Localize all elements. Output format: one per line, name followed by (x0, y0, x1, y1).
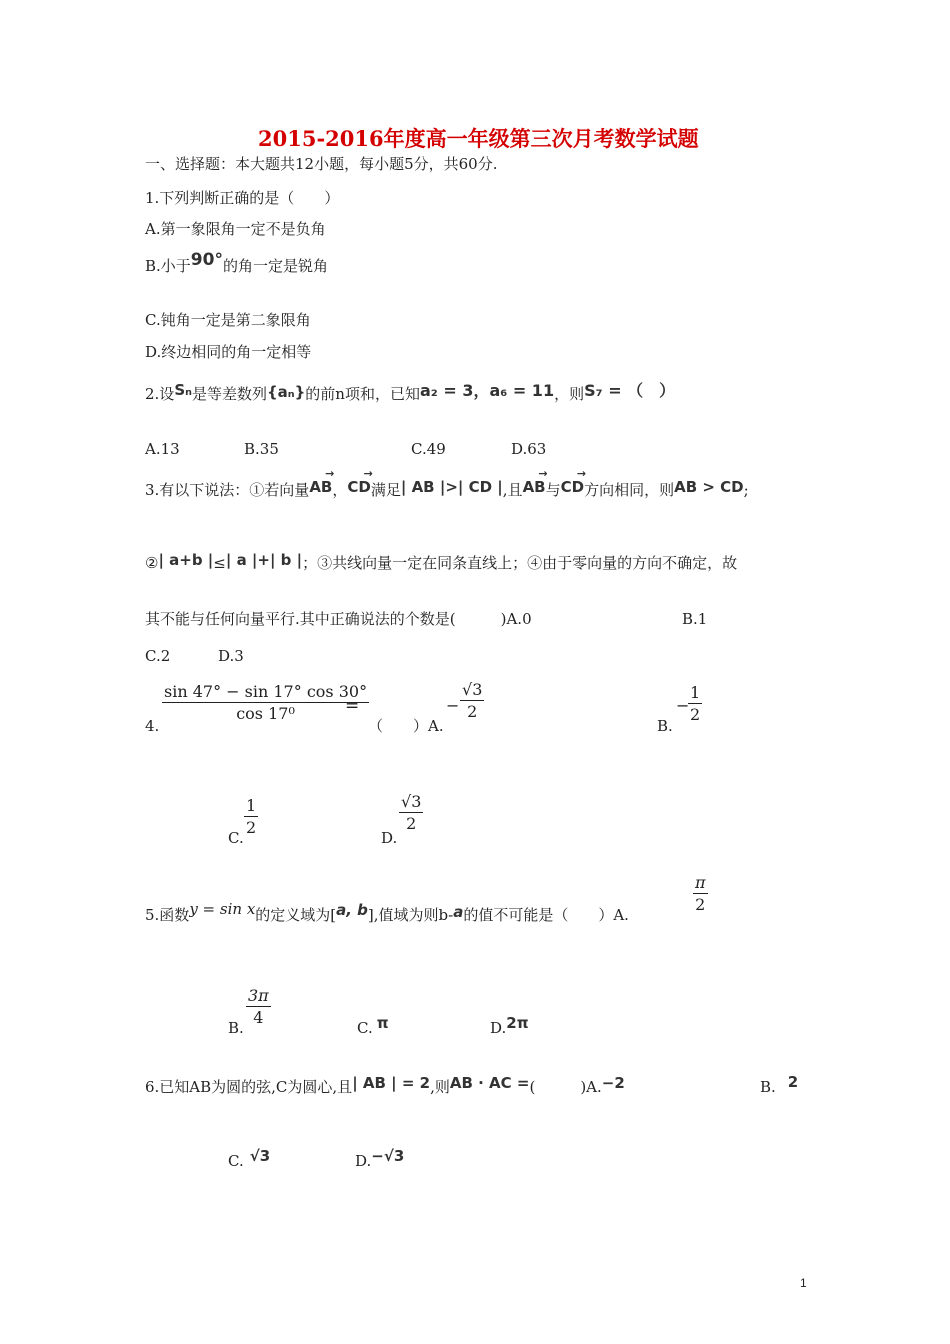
q5-c-value: π (376, 1014, 389, 1032)
q3-semi: ; (743, 481, 749, 499)
q2-option-d: D.63 (511, 440, 547, 458)
q4-fraction (162, 682, 369, 723)
q5-mid: 的定义域为[ (255, 906, 337, 924)
q3-l2-le: ≤ (213, 554, 226, 572)
q2-mid3: ，则 (554, 385, 585, 403)
q6-c-label: C. (228, 1152, 244, 1170)
q4-denominator: cos 17⁰ (236, 704, 295, 723)
q3-l2-post: ；③共线向量一定在同条直线上；④由于零向量的方向不确定，故 (302, 554, 738, 572)
q4-a-bar (460, 700, 484, 701)
q3-comma: ， (332, 481, 348, 499)
q3-vec-cd: CD → (347, 478, 370, 496)
q4-paren: （ ）A. (368, 717, 444, 735)
q4-c-label: C. (228, 829, 244, 847)
q3-and: ,且 (502, 481, 523, 499)
q6-b-label: B. (760, 1078, 776, 1096)
q4-b-denominator: 2 (690, 705, 701, 724)
q2-sn: Sₙ (174, 381, 192, 399)
q4-c-denominator: 2 (246, 818, 257, 837)
q4-c-numerator: 1 (246, 796, 257, 815)
q6-a-value: −2 (601, 1074, 625, 1092)
q5-pre: 5.函数 (145, 906, 190, 924)
q2-pre: 2.设 (145, 385, 175, 403)
q5-a-fraction (693, 873, 708, 914)
q4-c-bar (244, 816, 258, 817)
q5-b-numerator: 3π (248, 986, 269, 1005)
q4-c-fraction (244, 796, 258, 837)
q3-vec-cd-2: CD → (561, 478, 584, 496)
q1-stem: 1.下列判断正确的是（ ） (145, 189, 340, 207)
q6-dot-product: AB · AC = (449, 1074, 530, 1092)
q3-abs-ab: | AB | (400, 478, 446, 496)
q6-option-b (760, 1073, 799, 1096)
q4-b-label: B. (657, 717, 673, 735)
q6-d-value: −√3 (371, 1147, 405, 1165)
q4-a-numerator: √3 (462, 680, 483, 699)
q3-samedir: 方向相同，则 (584, 481, 675, 499)
q3-ab-gt-cd: AB > CD (674, 478, 744, 496)
q6-d-label: D. (355, 1152, 372, 1170)
q5-ab: a, b (336, 901, 368, 919)
q4-b-bar (688, 703, 702, 704)
q5-post: 的值不可能是（ ）A. (463, 906, 629, 924)
q6-mid: ,则 (430, 1078, 450, 1096)
q6-stem (145, 1074, 625, 1096)
q6-option-d (355, 1147, 405, 1170)
q2-option-b: B.35 (244, 440, 279, 458)
q5-b-fraction (246, 986, 271, 1027)
q3-option-b: B.1 (682, 610, 708, 628)
q5-a: a (453, 903, 464, 921)
q3-option-d: D.3 (218, 647, 244, 665)
q1-option-c: C.钝角一定是第二象限角 (145, 311, 311, 329)
q4-label: 4. (145, 717, 160, 735)
q4-d-bar (399, 812, 423, 813)
q3-l2-pre: ② (145, 554, 159, 572)
q5-option-d (490, 1014, 529, 1037)
q4-numerator: sin 47° − sin 17° cos 30° (164, 682, 368, 701)
q6-condition: | AB | = 2 (352, 1074, 431, 1092)
q5-mid2: ],值域为则b- (367, 906, 454, 924)
q6-post: ( )A. (529, 1078, 602, 1096)
q4-d-fraction (399, 792, 423, 833)
q4-d-numerator: √3 (401, 792, 422, 811)
q3-l2-math1: | a+b | (158, 551, 214, 569)
q1-option-b (145, 250, 328, 276)
q1-option-d: D.终边相同的角一定相等 (145, 343, 312, 361)
q5-a-bar (693, 893, 708, 894)
q3-l1-pre: 3.有以下说法：①若向量 (145, 481, 310, 499)
q6-b-value: 2 (787, 1073, 799, 1091)
q3-l2-math2: | a |+| b | (225, 551, 303, 569)
q5-b-denominator: 4 (253, 1008, 264, 1027)
q2-condition: a₂ = 3，a₆ = 11 (419, 381, 555, 400)
q3-line3: 其不能与任何向量平行.其中正确说法的个数是( )A.0 (145, 610, 532, 628)
q2-option-a: A.13 (145, 440, 180, 458)
q5-d-label: D. (490, 1019, 507, 1037)
q4-d-denominator: 2 (406, 814, 417, 833)
q4-a-denominator: 2 (467, 702, 478, 721)
page-number: 1 (800, 1276, 807, 1290)
q3-line1 (145, 478, 749, 499)
q1-option-a: A.第一象限角一定不是负角 (145, 220, 326, 238)
q1-option-b-pre: B.小于 (145, 257, 191, 275)
q4-a-fraction (460, 680, 484, 721)
q2-mid1: 是等差数列 (191, 385, 267, 403)
q3-abs-cd: | CD | (457, 478, 503, 496)
q4-a-sign: − (446, 696, 460, 715)
q5-a-denominator: 2 (695, 895, 706, 914)
q1-option-b-post: 的角一定是锐角 (222, 257, 328, 275)
q5-func: y = sin x (189, 900, 256, 918)
q4-b-sign: − (676, 696, 690, 715)
q3-vec-ab-2: AB → (523, 478, 546, 496)
q2-option-c: C.49 (411, 440, 446, 458)
q5-stem (145, 900, 629, 924)
q5-c-label: C. (357, 1019, 373, 1037)
section-header: 一、选择题：本大题共12小题，每小题5分，共60分. (145, 155, 498, 173)
q5-b-label: B. (228, 1019, 244, 1037)
q2-mid2: 的前n项和，已知 (305, 385, 420, 403)
q2-s7: S₇ = （ ） (584, 381, 676, 400)
q4-fraction-bar (162, 702, 369, 703)
q5-d-value: 2π (506, 1014, 529, 1032)
q3-satisfy: 满足 (370, 481, 401, 499)
q6-c-value: √3 (249, 1147, 271, 1165)
q6-pre: 6.已知AB为圆的弦,C为圆心,且 (145, 1078, 353, 1096)
q2-stem (145, 381, 676, 403)
q3-gt: > (445, 478, 458, 496)
q5-option-c (357, 1014, 389, 1037)
q4-b-fraction (688, 683, 702, 724)
q2-an: {aₙ} (266, 383, 306, 401)
q3-option-c: C.2 (145, 647, 171, 665)
q5-b-bar (246, 1006, 271, 1007)
q3-line2 (145, 551, 738, 572)
page-title: 2015-2016年度高一年级第三次月考数学试题 (258, 126, 699, 151)
q3-same: 与 (545, 481, 561, 499)
q4-d-label: D. (381, 829, 398, 847)
q1-option-b-math: 90° (190, 250, 223, 270)
q6-option-c (228, 1147, 271, 1170)
q4-b-numerator: 1 (690, 683, 701, 702)
q3-vec-ab: AB → (309, 478, 332, 496)
q5-a-numerator: π (695, 873, 706, 892)
q4-equals: = (345, 696, 360, 716)
